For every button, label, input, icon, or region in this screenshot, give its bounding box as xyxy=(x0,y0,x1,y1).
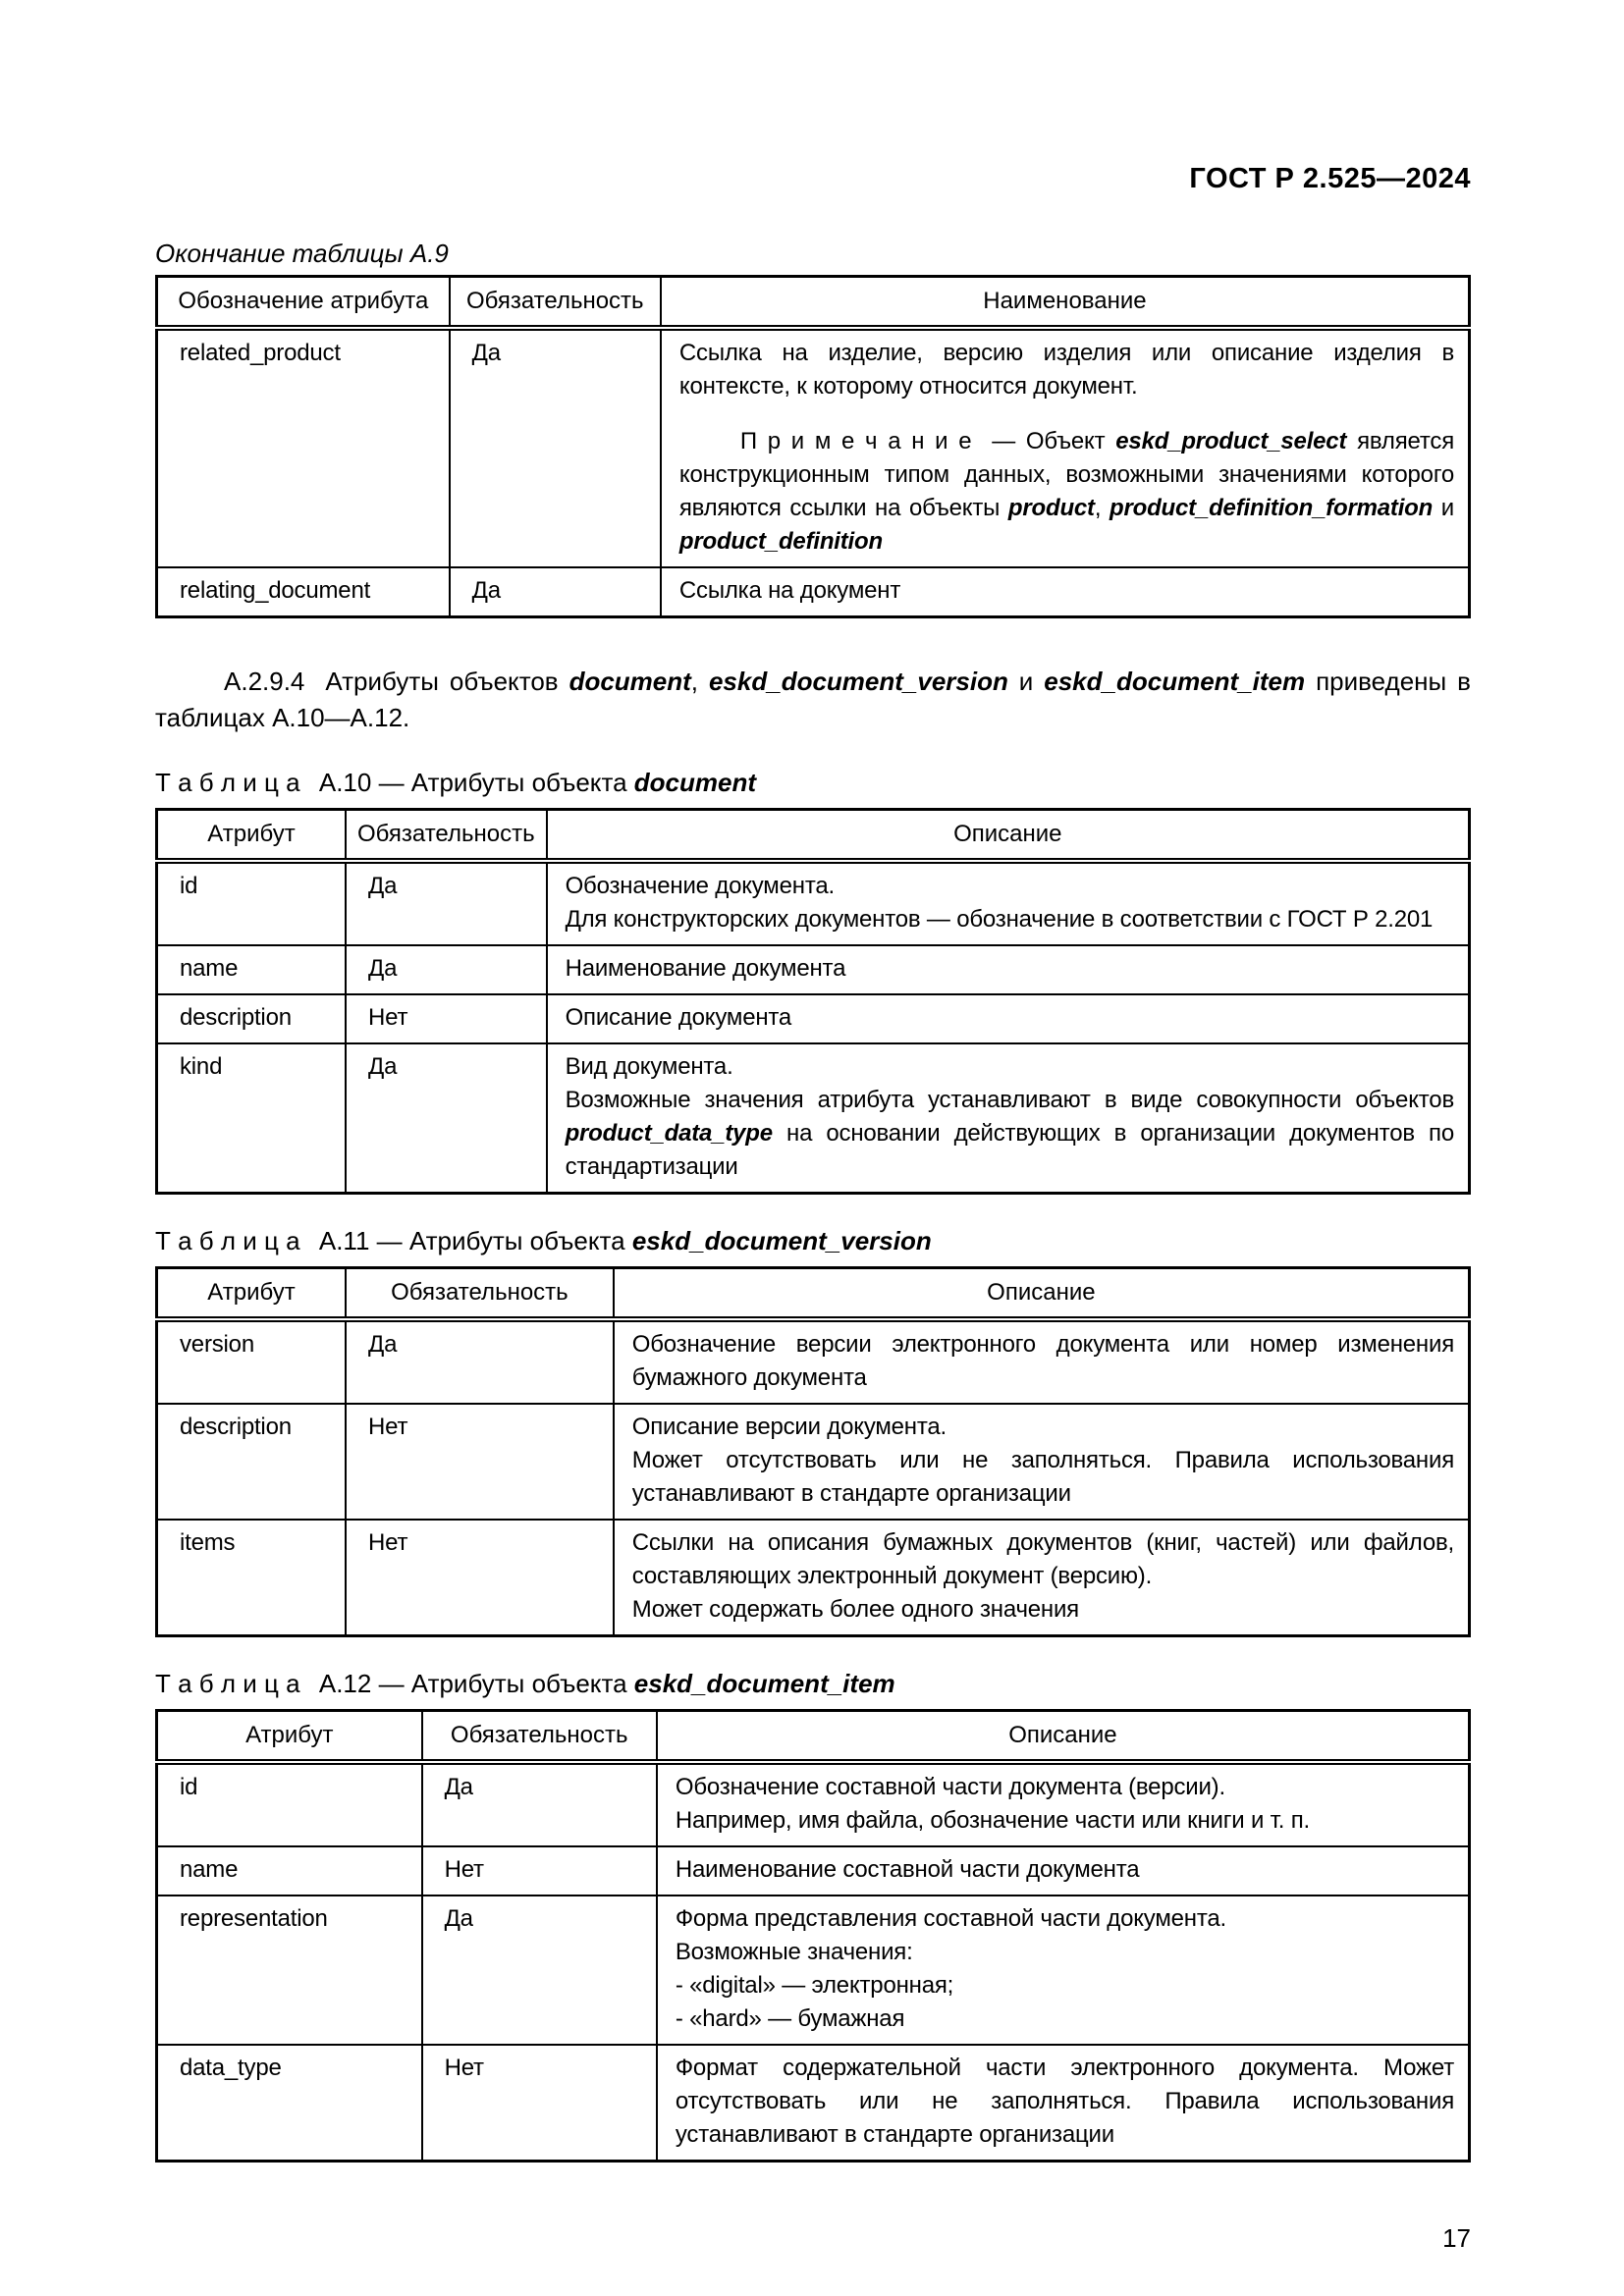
object-name: product_data_type xyxy=(565,1120,773,1147)
table-a12-col-description: Описание xyxy=(657,1711,1470,1763)
table-a9 xyxy=(155,275,1471,618)
cell-description xyxy=(661,328,1470,567)
object-name: eskd_document_version xyxy=(708,667,1008,696)
table-a10-col-description: Описание xyxy=(547,810,1470,862)
table-row xyxy=(157,1520,1470,1636)
cell-attribute: kind xyxy=(157,1043,347,1194)
table-a10-col-attribute: Атрибут xyxy=(157,810,347,862)
table-row xyxy=(157,2045,1470,2162)
cell-required: Нет xyxy=(346,994,547,1043)
table-a10 xyxy=(155,808,1471,1195)
table-a11-col-description: Описание xyxy=(614,1268,1470,1320)
cell-description: Обозначение версии электронного документа или номер изменения бумажного документа xyxy=(614,1319,1470,1404)
cell-description: Ссылка на документ xyxy=(661,567,1470,617)
cell-description: Обозначение документа. Для конструкторских документов — обозначение в соответствии с ГОСТ Р 2.201 xyxy=(547,861,1470,945)
cell-attribute: name xyxy=(157,945,347,994)
note-label: П р и м е ч а н и е xyxy=(739,428,972,454)
table-row xyxy=(157,1846,1470,1896)
cell-attribute: relating_document xyxy=(157,567,450,617)
object-name: document xyxy=(568,667,691,696)
cell-required: Да xyxy=(422,1896,657,2045)
cell-required: Нет xyxy=(422,2045,657,2162)
cell-attribute: id xyxy=(157,1762,422,1846)
table-row xyxy=(157,567,1470,617)
cell-required: Да xyxy=(346,945,547,994)
table-a10-header-row xyxy=(157,810,1470,862)
cell-required: Да xyxy=(450,328,661,567)
cell-description: Наименование составной части документа xyxy=(657,1846,1470,1896)
table-a12-header-row xyxy=(157,1711,1470,1763)
table-a11 xyxy=(155,1266,1471,1637)
cell-description: Вид документа. Возможные значения атрибута устанавливают в виде совокупности объектов product_data_type на основании действующих в организации документов по стандартизации xyxy=(547,1043,1470,1194)
cell-attribute: description xyxy=(157,994,347,1043)
cell-required: Да xyxy=(346,861,547,945)
table-a12-title: Т а б л и ц а А.12 — Атрибуты объекта eskd_document_item xyxy=(155,1669,895,1698)
paragraph-a294: А.2.9.4 Атрибуты объектов document, eskd_document_version и eskd_document_item приведены в таблицах А.10—А.12. xyxy=(155,667,1471,732)
cell-attribute: data_type xyxy=(157,2045,422,2162)
cell-required: Да xyxy=(450,567,661,617)
cell-attribute: items xyxy=(157,1520,347,1636)
object-name: eskd_product_select xyxy=(1115,428,1347,454)
table-a9-continuation-caption: Окончание таблицы А.9 xyxy=(155,239,449,268)
cell-required: Да xyxy=(346,1319,614,1404)
table-row xyxy=(157,1896,1470,2045)
table-a10-title: Т а б л и ц а А.10 — Атрибуты объекта document xyxy=(155,768,757,797)
object-name: product_definition_formation xyxy=(1110,495,1434,521)
cell-description: Описание версии документа. Может отсутствовать или не заполняться. Правила использования устанавливают в стандарте организации xyxy=(614,1404,1470,1520)
clause-number: А.2.9.4 xyxy=(224,667,305,696)
object-name: product_definition xyxy=(678,528,883,555)
cell-description: Ссылки на описания бумажных документов (книг, частей) или файлов, составляющих электронный документ (версию). Может содержать более одного значения xyxy=(614,1520,1470,1636)
cell-required: Нет xyxy=(422,1846,657,1896)
cell-attribute: name xyxy=(157,1846,422,1896)
table-a11-col-required: Обязательность xyxy=(346,1268,614,1320)
cell-attribute: description xyxy=(157,1404,347,1520)
cell-attribute: id xyxy=(157,861,347,945)
description-paragraph: Ссылка на изделие, версию изделия или описание изделия в контексте, к которому относится документ. xyxy=(678,340,1454,400)
object-name: eskd_document_version xyxy=(631,1226,932,1255)
table-a12 xyxy=(155,1709,1471,2163)
table-row xyxy=(157,994,1470,1043)
table-row xyxy=(157,1762,1470,1846)
table-a9-col-attribute: Обозначение атрибута xyxy=(157,277,450,329)
cell-description: Форма представления составной части документа. Возможные значения: - «digital» — электронная; - «hard» — бумажная xyxy=(657,1896,1470,2045)
cell-description: Обозначение составной части документа (версии). Например, имя файла, обозначение части или книги и т. п. xyxy=(657,1762,1470,1846)
table-row xyxy=(157,861,1470,945)
table-row xyxy=(157,1404,1470,1520)
table-a11-title: Т а б л и ц а А.11 — Атрибуты объекта eskd_document_version xyxy=(155,1226,932,1255)
cell-attribute: related_product xyxy=(157,328,450,567)
table-note: П р и м е ч а н и е — Объект eskd_product_select является конструкционным типом данных, возможными значениями которого являются ссылки на объекты product, product_definition_formation и product_definition xyxy=(678,428,1455,555)
object-name: document xyxy=(633,768,757,797)
cell-attribute: version xyxy=(157,1319,347,1404)
cell-description: Наименование документа xyxy=(547,945,1470,994)
standard-code-header: ГОСТ Р 2.525—2024 xyxy=(1189,163,1471,194)
object-name: product xyxy=(1007,495,1095,521)
cell-description: Формат содержательной части электронного документа. Может отсутствовать или не заполняться. Правила использования устанавливают в стандарте организации xyxy=(657,2045,1470,2162)
table-a11-header-row xyxy=(157,1268,1470,1320)
table-a12-col-required: Обязательность xyxy=(422,1711,657,1763)
cell-required: Да xyxy=(346,1043,547,1194)
table-a12-col-attribute: Атрибут xyxy=(157,1711,422,1763)
cell-required: Да xyxy=(422,1762,657,1846)
page-number: 17 xyxy=(1442,2223,1471,2253)
table-row xyxy=(157,1319,1470,1404)
table-row xyxy=(157,1043,1470,1194)
cell-required: Нет xyxy=(346,1404,614,1520)
table-a9-header-row xyxy=(157,277,1470,329)
table-a9-col-name: Наименование xyxy=(661,277,1470,329)
table-a9-col-required: Обязательность xyxy=(450,277,661,329)
cell-description: Описание документа xyxy=(547,994,1470,1043)
object-name: eskd_document_item xyxy=(1044,667,1306,696)
cell-required: Нет xyxy=(346,1520,614,1636)
page-content xyxy=(155,0,1471,2254)
cell-attribute: representation xyxy=(157,1896,422,2045)
table-row xyxy=(157,945,1470,994)
table-row xyxy=(157,328,1470,567)
table-a10-col-required: Обязательность xyxy=(346,810,547,862)
table-a11-col-attribute: Атрибут xyxy=(157,1268,347,1320)
object-name: eskd_document_item xyxy=(633,1669,895,1698)
